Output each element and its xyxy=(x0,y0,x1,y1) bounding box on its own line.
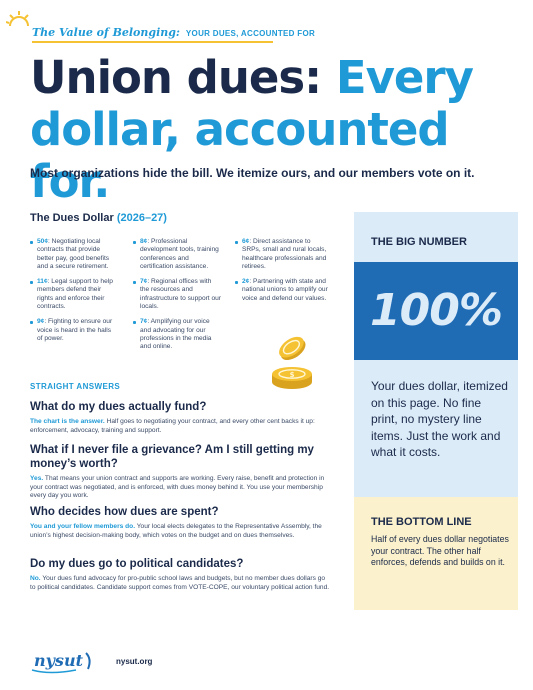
answer-text: That means your union contract and supports are working. Every raise, benefit and protection in your contract was negotiated, and is enforced, with dues money behind it. You use your membership every day you work. xyxy=(30,475,325,500)
dues-column-2 xyxy=(133,238,221,359)
answer-lead: No. xyxy=(30,575,41,582)
answer-text: Your dues fund advocacy for pro-public school laws and budgets, but no member dues dollars go to political candidates. Candidate support comes from VOTE-COPE, our voluntary political action fund. xyxy=(30,575,330,591)
dues-item xyxy=(30,238,118,271)
bullet-icon xyxy=(235,241,238,244)
question: What do my dues actually fund? xyxy=(30,401,207,413)
big-number-label: THE BIG NUMBER xyxy=(371,236,467,248)
svg-text:$: $ xyxy=(289,371,295,379)
headline-part-2: Every dollar, accounted for. xyxy=(30,51,473,208)
question: What if I never file a grievance? Am I still getting my money’s worth? xyxy=(30,444,314,470)
sunrise-icon xyxy=(6,10,32,28)
dues-dollar-title-text: The Dues Dollar xyxy=(30,212,114,224)
bottom-line-text: Half of every dues dollar negotiates your contract. The other half enforces, defends and builds on it. xyxy=(371,534,509,567)
bullet-icon xyxy=(30,241,33,244)
tagline xyxy=(32,26,315,39)
question: Who decides how dues are spent? xyxy=(30,506,219,518)
qa-item xyxy=(30,557,330,592)
dues-amount: 8¢ xyxy=(140,238,148,245)
dues-amount: 9¢ xyxy=(37,318,45,326)
dues-dollar-year: (2026–27) xyxy=(116,212,167,224)
big-number-value: 100% xyxy=(370,285,502,336)
qa-item xyxy=(30,443,325,501)
dues-description: : Negotiating local contracts that provide better pay, good benefits and a secure retirement. xyxy=(37,238,110,270)
logo-wordmark: nysut xyxy=(34,651,83,670)
dues-amount: 7¢ xyxy=(140,318,148,326)
dues-item xyxy=(133,318,221,351)
nysut-logo[interactable] xyxy=(30,649,104,675)
dues-column-3 xyxy=(235,238,330,310)
dues-item xyxy=(133,278,221,311)
dues-description: : Legal support to help members defend their rights and enforce their contracts. xyxy=(37,278,113,311)
dues-amount: 6¢ xyxy=(242,238,250,245)
dues-description: : Direct assistance to SRPs, small and rural locals, healthcare professionals and retirees. xyxy=(242,238,327,270)
dues-description: : Fighting to ensure our voice is heard in the halls of power. xyxy=(37,318,113,342)
big-number-text: Your dues dollar, itemized on this page. No fine print, no mystery line items. Just the work and what it costs. xyxy=(371,379,508,459)
bullet-icon xyxy=(235,281,238,284)
dues-item xyxy=(235,238,330,271)
qa-item xyxy=(30,505,330,540)
dues-amount: 50¢ xyxy=(37,238,49,245)
tagline-section-label: YOUR DUES, ACCOUNTED FOR xyxy=(185,29,316,38)
tagline-script: The Value of Belonging: xyxy=(32,26,180,39)
bullet-icon xyxy=(30,281,33,284)
headline-part-1: Union dues: xyxy=(30,51,336,104)
dues-item xyxy=(133,238,221,271)
answer-text: Half goes to negotiating your contract, and every other cent backs it up: enforcement, advocacy, training and support. xyxy=(30,418,315,434)
dues-item xyxy=(235,278,330,303)
dues-amount: 11¢ xyxy=(37,278,48,286)
bullet-icon xyxy=(133,321,136,324)
straight-answers-heading: STRAIGHT ANSWERS xyxy=(30,382,121,391)
bullet-icon xyxy=(133,281,136,284)
dues-description: : Professional development tools, training conferences and certification assistance. xyxy=(140,238,219,270)
dues-description: : Regional offices with the resources and infrastructure to support our locals. xyxy=(140,278,221,311)
dues-description: : Amplifying our voice and advocating for our professions in the media and online. xyxy=(140,318,212,351)
answer-lead: You and your fellow members do. xyxy=(30,523,136,530)
bullet-icon xyxy=(30,321,33,324)
qa-item xyxy=(30,400,330,435)
answer-lead: The chart is the answer. xyxy=(30,418,105,425)
answer xyxy=(30,475,325,501)
dues-column-1 xyxy=(30,238,118,350)
answer xyxy=(30,523,330,540)
question: Do my dues go to political candidates? xyxy=(30,558,244,570)
dues-amount: 2¢ xyxy=(242,278,250,286)
bullet-icon xyxy=(133,241,136,244)
dues-dollar-title xyxy=(30,212,167,224)
answer xyxy=(30,575,330,592)
answer xyxy=(30,418,330,435)
lede-text: Most organizations hide the bill. We itemize ours, and our members vote on it. xyxy=(30,166,475,180)
answer-lead: Yes. xyxy=(30,475,44,482)
dues-description: : Partnering with state and national unions to amplify our voice and defend our values. xyxy=(242,278,328,302)
coin-stack-icon xyxy=(262,330,324,392)
answer-text: Your local elects delegates to the Representative Assembly, the union’s highest decision-making body, which votes on the budget and on dues themselves. xyxy=(30,523,322,539)
page-title xyxy=(30,52,520,208)
top-header xyxy=(0,0,533,48)
bottom-line-label: THE BOTTOM LINE xyxy=(371,516,472,528)
dues-item xyxy=(30,318,118,343)
footer-url-link[interactable]: nysut.org xyxy=(116,657,153,666)
header-rule xyxy=(32,41,273,43)
dues-item xyxy=(30,278,118,311)
dues-amount: 7¢ xyxy=(140,278,148,286)
